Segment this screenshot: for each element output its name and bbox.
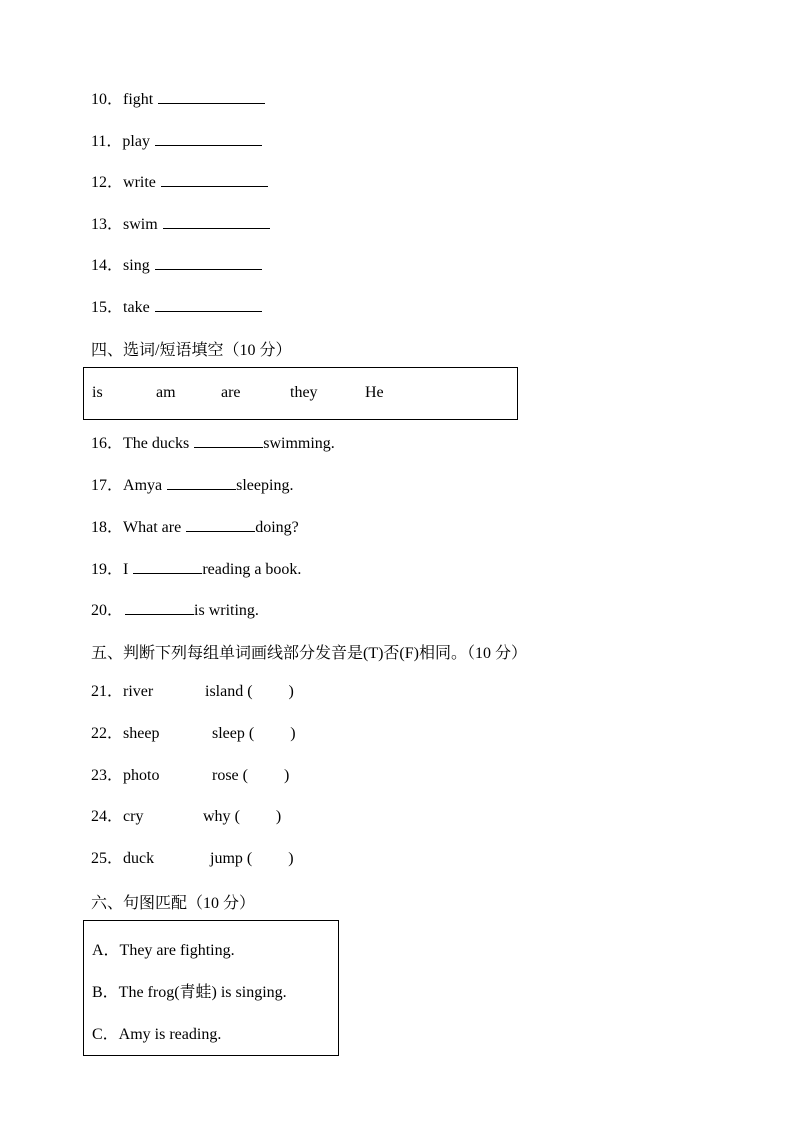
list-item [91,849,154,869]
item-number: 12． [91,174,124,191]
list-item [91,724,159,744]
item-text-before: The ducks [123,435,190,452]
list-item [91,130,262,152]
word-bank-item: am [156,384,176,401]
item-number: 24． [91,808,124,825]
item-word: play [122,133,150,150]
word-one: river [123,683,154,700]
item-number: 19． [91,561,124,578]
answer-parentheses[interactable]: ( ) [247,683,294,700]
list-item [91,213,270,235]
list-item [91,171,268,193]
word-bank-box [83,367,518,420]
list-item-second [205,682,294,702]
list-item [91,807,143,827]
list-item [91,599,259,621]
word-bank-item: He [365,384,384,401]
item-number: 22． [91,725,124,742]
list-item-second [212,724,296,744]
item-text-after: reading a book. [202,561,302,578]
list-item-second [203,807,281,827]
item-text-after: is writing. [194,602,259,619]
list-item [91,474,293,496]
list-item [91,558,301,580]
item-number: 20． [91,602,124,619]
item-number: 17． [91,477,124,494]
item-number: 21． [91,683,124,700]
word-two: rose [212,767,239,784]
list-item [91,766,159,786]
item-word: take [123,299,150,316]
item-number: 18． [91,519,124,536]
item-number: 13． [91,216,124,233]
word-one: cry [123,808,144,825]
word-bank-item: is [92,384,103,401]
match-option: B．The frog(青蛙) is singing. [92,984,287,1001]
answer-blank[interactable] [155,130,262,146]
item-number: 25． [91,850,124,867]
word-two: sleep [212,725,245,742]
answer-parentheses[interactable]: ( ) [242,767,290,784]
list-item [91,432,335,454]
item-text-after: swimming. [263,435,335,452]
item-text-before: I [123,561,129,578]
item-text-after: doing? [255,519,299,536]
list-item [91,296,262,318]
word-one: duck [123,850,155,867]
match-option: C．Amy is reading. [92,1026,222,1043]
item-number: 15． [91,299,124,316]
section-heading: 六、句图匹配（10 分） [91,895,256,912]
list-item [91,516,299,538]
list-item [91,682,153,702]
word-two: jump [210,850,243,867]
options-box [83,920,339,1056]
answer-parentheses[interactable]: ( ) [234,808,282,825]
word-bank-item: they [290,384,318,401]
word-one: sheep [123,725,160,742]
list-item-second [210,849,294,869]
section-heading: 四、选词/短语填空（10 分） [91,342,292,359]
answer-blank[interactable] [125,599,194,615]
answer-blank[interactable] [158,88,265,104]
answer-blank[interactable] [155,254,262,270]
list-item [91,88,265,110]
section-heading: 五、判断下列每组单词画线部分发音是(T)否(F)相同。（10 分） [91,645,527,662]
answer-parentheses[interactable]: ( ) [248,725,296,742]
word-bank-item: are [221,384,241,401]
match-option: A．They are fighting. [92,942,235,959]
item-number: 10． [91,91,124,108]
list-item [91,254,262,276]
item-text-after: sleeping. [236,477,294,494]
answer-blank[interactable] [133,558,202,574]
item-word: sing [123,257,150,274]
answer-blank[interactable] [161,171,268,187]
item-number: 14． [91,257,124,274]
list-item-second [212,766,289,786]
item-text-before: Amya [123,477,163,494]
word-two: why [203,808,231,825]
item-word: write [123,174,156,191]
item-number: 23． [91,767,124,784]
item-text-before: What are [123,519,182,536]
answer-blank[interactable] [163,213,270,229]
item-number: 11． [91,133,123,150]
item-word: swim [123,216,158,233]
answer-parentheses[interactable]: ( ) [246,850,294,867]
answer-blank[interactable] [186,516,255,532]
answer-blank[interactable] [167,474,236,490]
word-two: island [205,683,244,700]
answer-blank[interactable] [194,432,263,448]
item-number: 16． [91,435,124,452]
item-word: fight [123,91,154,108]
answer-blank[interactable] [155,296,262,312]
word-one: photo [123,767,160,784]
